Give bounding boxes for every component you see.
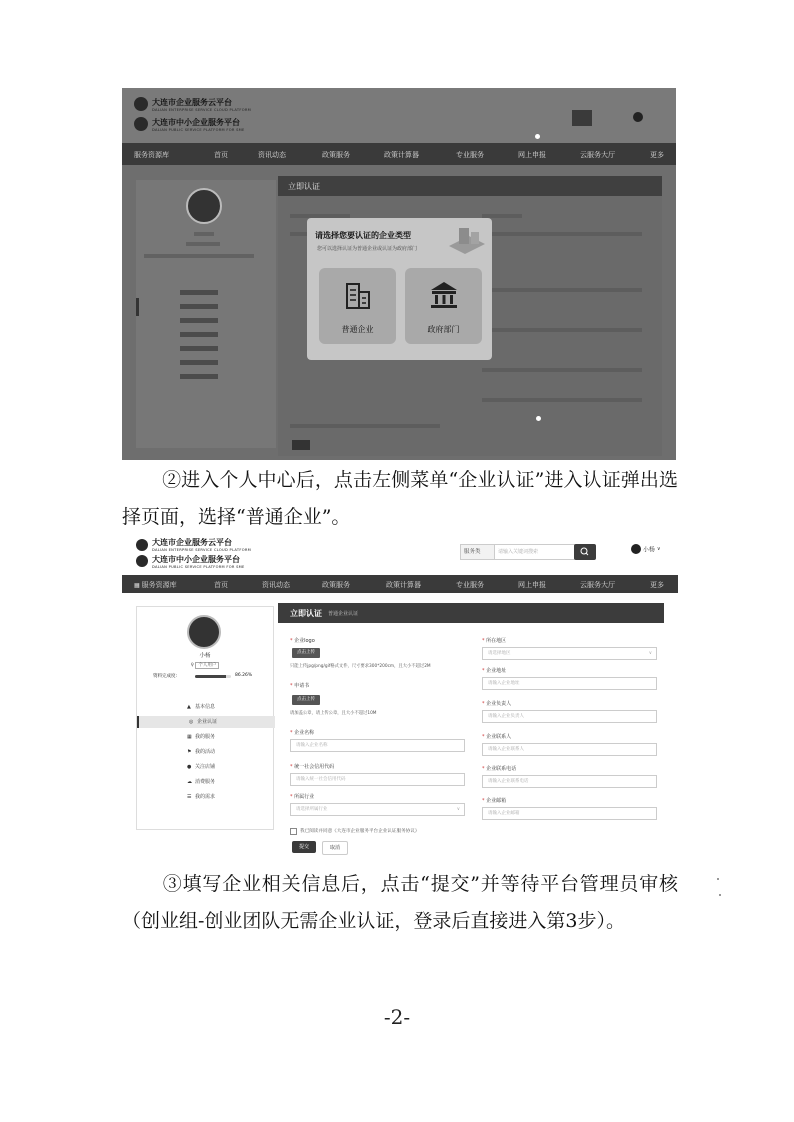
logo-title: 大连市企业服务云平台 [152,98,232,107]
building-icon [344,280,372,310]
logo-upload-hint: 只能上传jpg/png/gif格式文件，尺寸要求300*200cm，且大小不超过2M [290,664,431,669]
nav-policy-calculator[interactable]: 政策计算器 [384,151,419,159]
credit-code-label: * 统一社会信用代码 [290,764,335,770]
sidebar-item[interactable] [180,304,218,309]
logo-title-second: 大连市中小企业服务平台 [152,555,240,564]
sidebar-item-my-services[interactable]: ▦ 我的服务 [137,731,273,743]
sidebar-item[interactable] [180,360,218,365]
nav-more[interactable]: 更多 [650,581,664,589]
logo-upload-button[interactable]: 点击上传 [292,648,320,658]
company-name-input[interactable]: 请输入企业名称 [290,739,465,752]
email-label: * 企业邮箱 [482,798,507,804]
legal-person-label: * 企业负责人 [482,701,512,707]
logo-field-label: * 企业logo [290,638,315,644]
logo-subtitle-second: DALIAN PUBLIC SERVICE PLATFORM FOR SME [152,128,245,132]
chevron-down-icon: ∨ [656,546,661,552]
nav-news[interactable]: 资讯动态 [258,151,286,159]
region-label: * 所在地区 [482,638,507,644]
profile-progress-value: 86.26% [235,673,253,678]
nav-resource-library[interactable]: 服务资源库 [134,151,169,159]
profile-name: 小杨 [199,653,211,659]
form-title: 立即认证 [290,609,322,618]
option-government[interactable] [405,268,482,344]
address-input[interactable]: 请输入企业地址 [482,677,657,690]
main-nav [122,143,676,165]
credit-code-input[interactable]: 请输入统一社会信用代码 [290,773,465,786]
logo-subtitle: DALIAN ENTERPRISE SERVICE CLOUD PLATFORM [152,108,252,112]
site-header [122,535,678,575]
logo-icon [136,539,148,551]
instruction-step-2-text: ②进入个人中心后，点击左侧菜单“企业认证”进入认证弹出选择页面，选择“普通企业”。 [122,469,678,528]
modal-subtitle: 您可以选择认证为普通企业或认证为政府部门 [317,246,418,252]
site-header [122,88,676,143]
nav-home[interactable]: 首页 [214,151,228,159]
nav-online-declare[interactable]: 网上申报 [518,581,546,589]
option-regular-company[interactable] [319,268,396,344]
sidebar-item-my-activities[interactable]: ⚑ 我的活动 [137,746,273,758]
agree-text: 我已阅读并同意《大连市企业服务平台企业认证服务协议》 [300,829,420,834]
instruction-step-3 [122,866,678,940]
nav-cloud-hall[interactable]: 云服务大厅 [580,151,615,159]
nav-professional-service[interactable]: 专业服务 [456,581,484,589]
nav-more[interactable]: 更多 [650,151,664,159]
sidebar [136,180,276,448]
search-button[interactable] [574,544,596,560]
option-government-label: 政府部门 [427,325,460,334]
person-icon: ▲ [187,704,191,710]
sidebar-item-my-needs[interactable]: ☰ 我的需求 [137,791,273,803]
government-building-icon [430,280,458,310]
legal-person-input[interactable]: 请输入企业负责人 [482,710,657,723]
profile-progress-bar [195,675,231,678]
option-regular-company-label: 普通企业 [341,325,374,334]
cloud-icon: ☁ [187,779,192,785]
sidebar-item[interactable] [180,318,218,323]
contact-label: * 企业联系人 [482,734,512,740]
nav-policy[interactable]: 政策服务 [322,581,350,589]
cancel-button[interactable]: 取消 [322,841,348,855]
user-role-icon: ♀ [190,663,196,668]
nav-online-declare[interactable]: 网上申报 [518,151,546,159]
screenshot-certification-form [122,535,678,860]
sidebar-item[interactable] [180,332,218,337]
chevron-down-icon: ∨ [456,807,460,812]
sidebar-item-consumer-services[interactable]: ☁ 消费服务 [137,776,273,788]
nav-home[interactable]: 首页 [214,581,228,589]
nav-resource-library[interactable]: ▦ 服务资源库 [134,581,177,589]
section-title: 立即认证 [288,182,320,191]
type-select-modal [307,218,492,360]
industry-label: * 所属行业 [290,794,315,800]
section-title-bar [278,176,662,196]
license-upload-button[interactable]: 点击上传 [292,695,320,705]
modal-title: 请选择您要认证的企业类型 [315,231,411,240]
avatar [186,188,222,224]
flag-icon: ⚑ [187,749,192,755]
badge-icon: ◎ [189,719,194,725]
license-field-label: * 申请书 [290,683,310,689]
logo-icon-second [134,117,148,131]
chevron-down-icon: ∨ [648,651,652,656]
phone-input[interactable]: 请输入企业联系电话 [482,775,657,788]
page-number: -2- [383,1005,411,1029]
sidebar [136,606,274,830]
user-avatar-icon [631,544,641,554]
sidebar-active-marker [136,298,139,316]
sidebar-item-enterprise-auth[interactable]: ◎ 企业认证 [137,716,275,728]
nav-cloud-hall[interactable]: 云服务大厅 [580,581,615,589]
sidebar-item[interactable] [180,346,218,351]
logo-subtitle-second: DALIAN PUBLIC SERVICE PLATFORM FOR SME [152,565,245,569]
address-label: * 企业地址 [482,668,507,674]
profile-progress-label: 资料完成度: [153,674,178,679]
sidebar-item[interactable] [180,290,218,295]
logo-title: 大连市企业服务云平台 [152,538,232,547]
screenshot-certification-modal [122,88,676,460]
search-category-select[interactable]: 服务类 [460,544,495,560]
main-nav [122,575,678,593]
logo-title-second: 大连市中小企业服务平台 [152,118,240,127]
sidebar-item[interactable] [180,374,218,379]
profile-role: ♀ 个人用户 [137,662,273,668]
submit-button[interactable] [292,440,310,450]
sidebar-item-followed-shops[interactable]: ● 关注店铺 [137,761,273,773]
user-name: 小杨 [642,546,655,554]
modal-illustration-icon [445,222,487,256]
company-name-label: * 企业名称 [290,730,315,736]
phone-label: * 企业联系电话 [482,766,517,772]
industry-select[interactable]: 请选择所属行业 ∨ [290,803,465,816]
user-avatar-icon[interactable] [633,112,643,122]
region-select[interactable]: 请选择地区 ∨ [482,647,657,660]
list-icon: ☰ [187,794,192,800]
scan-speck [719,894,721,896]
user-menu[interactable] [631,544,661,554]
nav-policy[interactable]: 政策服务 [322,151,350,159]
avatar [187,615,221,649]
agree-checkbox[interactable] [290,828,297,835]
nav-policy-calculator[interactable]: 政策计算器 [386,581,421,589]
submit-button[interactable]: 提交 [292,841,316,853]
scan-speck [717,878,719,880]
grid-icon: ▦ [187,734,192,740]
license-upload-hint: 请加盖公章，请上传公章，且大小不超过10M [290,711,377,716]
logo-subtitle: DALIAN ENTERPRISE SERVICE CLOUD PLATFORM [152,548,252,552]
chat-icon: ● [187,764,192,770]
search-icon [574,544,596,560]
instruction-step-3-text: ③填写企业相关信息后，点击“提交”并等待平台管理员审核（创业组-创业团队无需企业认证，登录后直接进入第3步）。 [122,873,678,932]
form-panel [278,601,664,860]
contact-input[interactable]: 请输入企业联系人 [482,743,657,756]
instruction-step-2 [122,462,678,536]
search-button[interactable] [572,110,592,126]
form-subtitle: 普通企业认证 [328,610,359,617]
nav-professional-service[interactable]: 专业服务 [456,151,484,159]
email-input[interactable]: 请输入企业邮箱 [482,807,657,820]
sidebar-item-basic-info[interactable]: ▲ 基本信息 [137,701,273,713]
form-title-bar [278,603,664,623]
nav-news[interactable]: 资讯动态 [262,581,290,589]
logo-icon [134,97,148,111]
search-input[interactable]: 请输入关键词搜索 [494,544,575,560]
logo-icon-second [136,555,148,567]
grid-icon: ▦ [134,582,142,589]
